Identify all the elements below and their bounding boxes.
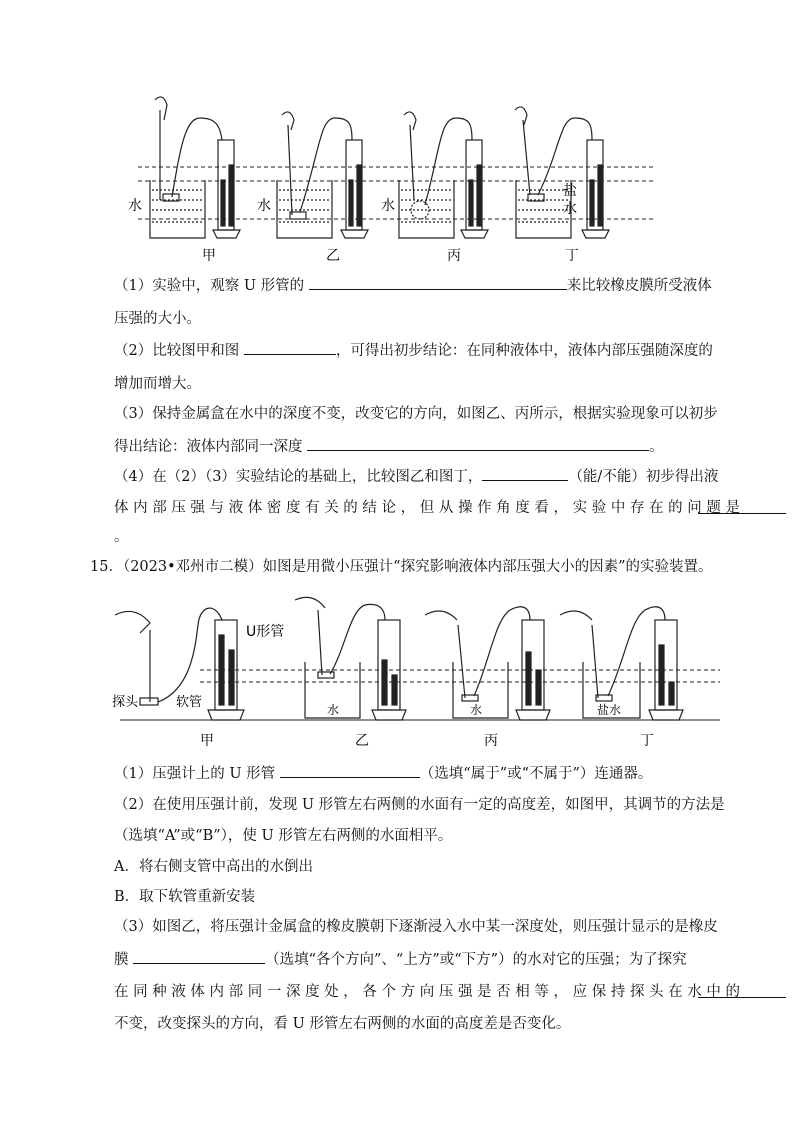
q14-blank-2[interactable] bbox=[244, 340, 336, 355]
q14-p4: （4）在（2）（3）实验结论的基础上，比较图乙和图丁， （能/不能）初步得出液 bbox=[114, 466, 718, 487]
fig1-liquid-label: 水 bbox=[257, 198, 271, 214]
q15-p1: （1）压强计上的 U 形管 （选填“属于”或“不属于”）连通器。 bbox=[114, 763, 652, 784]
q14-p2: （2）比较图甲和图 ，可得出初步结论：在同种液体中，液体内部压强随深度的 bbox=[114, 340, 713, 361]
fig1-caption: 丁 bbox=[565, 248, 579, 264]
q14-p3: （3）保持金属盒在水中的深度不变，改变它的方向，如图乙、丙所示，根据实验现象可以初步 bbox=[114, 406, 718, 422]
q14-blank-1[interactable] bbox=[309, 275, 567, 290]
fig2-caption: 丙 bbox=[484, 733, 498, 749]
label-water-yi: 水 bbox=[327, 703, 340, 717]
q14-p2-line2: 增加而增大。 bbox=[114, 376, 201, 392]
label-u-tube: U形管 bbox=[246, 624, 285, 640]
fig1-liquid-label: 水 bbox=[128, 198, 142, 214]
fig1-caption: 丙 bbox=[447, 248, 461, 264]
q14-blank-5[interactable] bbox=[698, 499, 786, 514]
q15-p2-line2: （选填“A”或“B”），使 U 形管左右两侧的水面相平。 bbox=[114, 828, 453, 844]
q15-option-b: B．取下软管重新安装 bbox=[114, 889, 256, 905]
q14-p1: （1）实验中，观察 U 形管的 来比较橡皮膜所受液体 bbox=[114, 275, 712, 296]
q14-p4-line2: 体 内 部 压 强 与 液 体 密 度 有 关 的 结 论 ， 但 从 操 作 角 度 看 ， 实 验 中 存 在 的 问 题 是 bbox=[114, 500, 740, 516]
apparatus2-ding bbox=[560, 607, 683, 720]
q15-p3-line3: 在 同 种 液 体 内 部 同 一 深 度 处 ， 各 个 方 向 压 强 是 否 相 等 ， 应 保 持 探 头 在 水 中 的 bbox=[114, 984, 740, 1000]
apparatus2-bing bbox=[425, 607, 550, 720]
label-water-bing: 水 bbox=[470, 703, 483, 717]
fig1-liquid-label-salt-2: 水 bbox=[563, 201, 577, 217]
fig1-caption: 乙 bbox=[326, 248, 340, 264]
q15-blank-1[interactable] bbox=[280, 763, 420, 778]
fig2-caption: 丁 bbox=[640, 733, 654, 749]
q15-p3: （3）如图乙，将压强计金属盒的橡皮膜朝下逐渐浸入水中某一深度处，则压强计显示的是橡皮 bbox=[114, 919, 718, 935]
apparatus2-yi bbox=[295, 597, 406, 720]
fig1-liquid-label-salt: 盐 bbox=[563, 183, 577, 199]
q15-blank-3[interactable] bbox=[698, 983, 786, 998]
q15-title: 15．（2023•邓州市二模）如图是用微小压强计“探究影响液体内部压强大小的因素”的实验装置。 bbox=[90, 559, 713, 575]
q15-p3-line4: 不变，改变探头的方向，看 U 形管左右两侧的水面的高度差是否变化。 bbox=[114, 1016, 571, 1032]
q15-option-a: A．将右侧支管中高出的水倒出 bbox=[114, 859, 313, 875]
q15-blank-2[interactable] bbox=[133, 949, 265, 964]
q14-p1-line2: 压强的大小。 bbox=[114, 311, 201, 327]
fig2-caption: 乙 bbox=[355, 733, 369, 749]
label-hose: 软管 bbox=[176, 695, 203, 710]
figure-1 bbox=[0, 0, 800, 270]
label-salt-water: 盐水 bbox=[597, 703, 622, 717]
q14-blank-3[interactable] bbox=[307, 436, 649, 451]
q15-p2: （2）在使用压强计前，发现 U 形管左右两侧的水面有一定的高度差，如图甲，其调节的方法是 bbox=[114, 797, 725, 813]
fig1-caption: 甲 bbox=[202, 248, 216, 264]
figure-2 bbox=[0, 590, 800, 750]
apparatus-ding bbox=[515, 107, 609, 238]
fig2-caption: 甲 bbox=[200, 733, 214, 749]
q15-p3-line2: 膜 （选填“各个方向”、“上方”或“下方”）的水对它的压强；为了探究 bbox=[114, 949, 687, 970]
q14-p3-line2: 得出结论：液体内部同一深度 。 bbox=[114, 436, 664, 457]
fig1-liquid-label: 水 bbox=[381, 198, 395, 214]
q14-p4-end: 。 bbox=[114, 529, 129, 545]
label-probe: 探头 bbox=[112, 695, 139, 710]
q14-blank-4[interactable] bbox=[482, 466, 568, 481]
